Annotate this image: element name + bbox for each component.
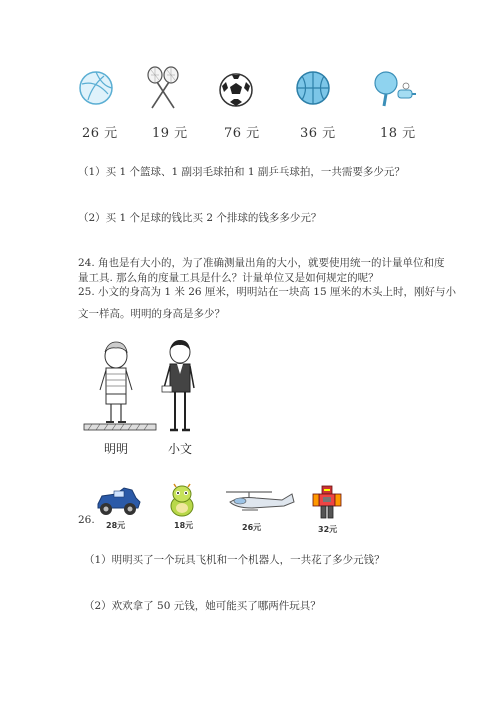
q24-line1: 24. 角也是有大小的，为了准确测量出角的大小，就要使用统一的计量单位和度 — [78, 257, 445, 269]
price-basketball: 36 元 — [300, 126, 336, 141]
volleyball-icon — [78, 70, 114, 106]
ping-pong-paddle-icon — [372, 70, 416, 108]
toy-price-robot: 32元 — [318, 525, 338, 534]
basketball-icon — [295, 70, 331, 106]
mingming-figure — [100, 342, 132, 422]
toy-price-airplane: 26元 — [242, 523, 262, 532]
badminton-racket-icon — [146, 66, 180, 110]
toy-dragon-icon — [166, 484, 198, 518]
soccer-ball-icon — [218, 72, 254, 108]
q24-line2: 量工具. 那么角的度量工具是什么？计量单位又是如何规定的呢？ — [78, 272, 379, 284]
q26-part1: （1）明明买了一个玩具飞机和一个机器人，一共花了多少元钱？ — [84, 554, 385, 566]
toy-car-icon — [94, 486, 142, 516]
price-ping-pong: 18 元 — [380, 126, 416, 141]
q23-part1: （1）买 1 个篮球、1 副羽毛球拍和 1 副乒乓球拍，一共需要多少元？ — [78, 166, 405, 178]
price-badminton: 19 元 — [152, 126, 188, 141]
q23-part2: （2）买 1 个足球的钱比买 2 个排球的钱多多少元？ — [78, 212, 322, 224]
price-volleyball: 26 元 — [82, 126, 118, 141]
toy-price-car: 28元 — [106, 521, 126, 530]
q25-line1: 25. 小文的身高为 1 米 26 厘米，明明站在一块高 15 厘米的木头上时，刚好与小 — [78, 286, 456, 298]
toy-price-dragon: 18元 — [174, 521, 194, 530]
label-mingming: 明明 — [104, 442, 129, 456]
q25-line2: 文一样高。明明的身高是多少？ — [78, 308, 225, 320]
label-xiaowen: 小文 — [168, 442, 193, 456]
price-soccer: 76 元 — [224, 126, 260, 141]
height-comparison-figure — [84, 338, 194, 440]
q26-part2: （2）欢欢拿了 50 元钱，她可能买了哪两件玩具？ — [84, 600, 321, 612]
toy-airplane-icon — [222, 488, 296, 516]
q26-number: 26. — [78, 514, 95, 526]
xiaowen-figure — [162, 340, 194, 430]
toy-robot-icon — [312, 484, 342, 520]
